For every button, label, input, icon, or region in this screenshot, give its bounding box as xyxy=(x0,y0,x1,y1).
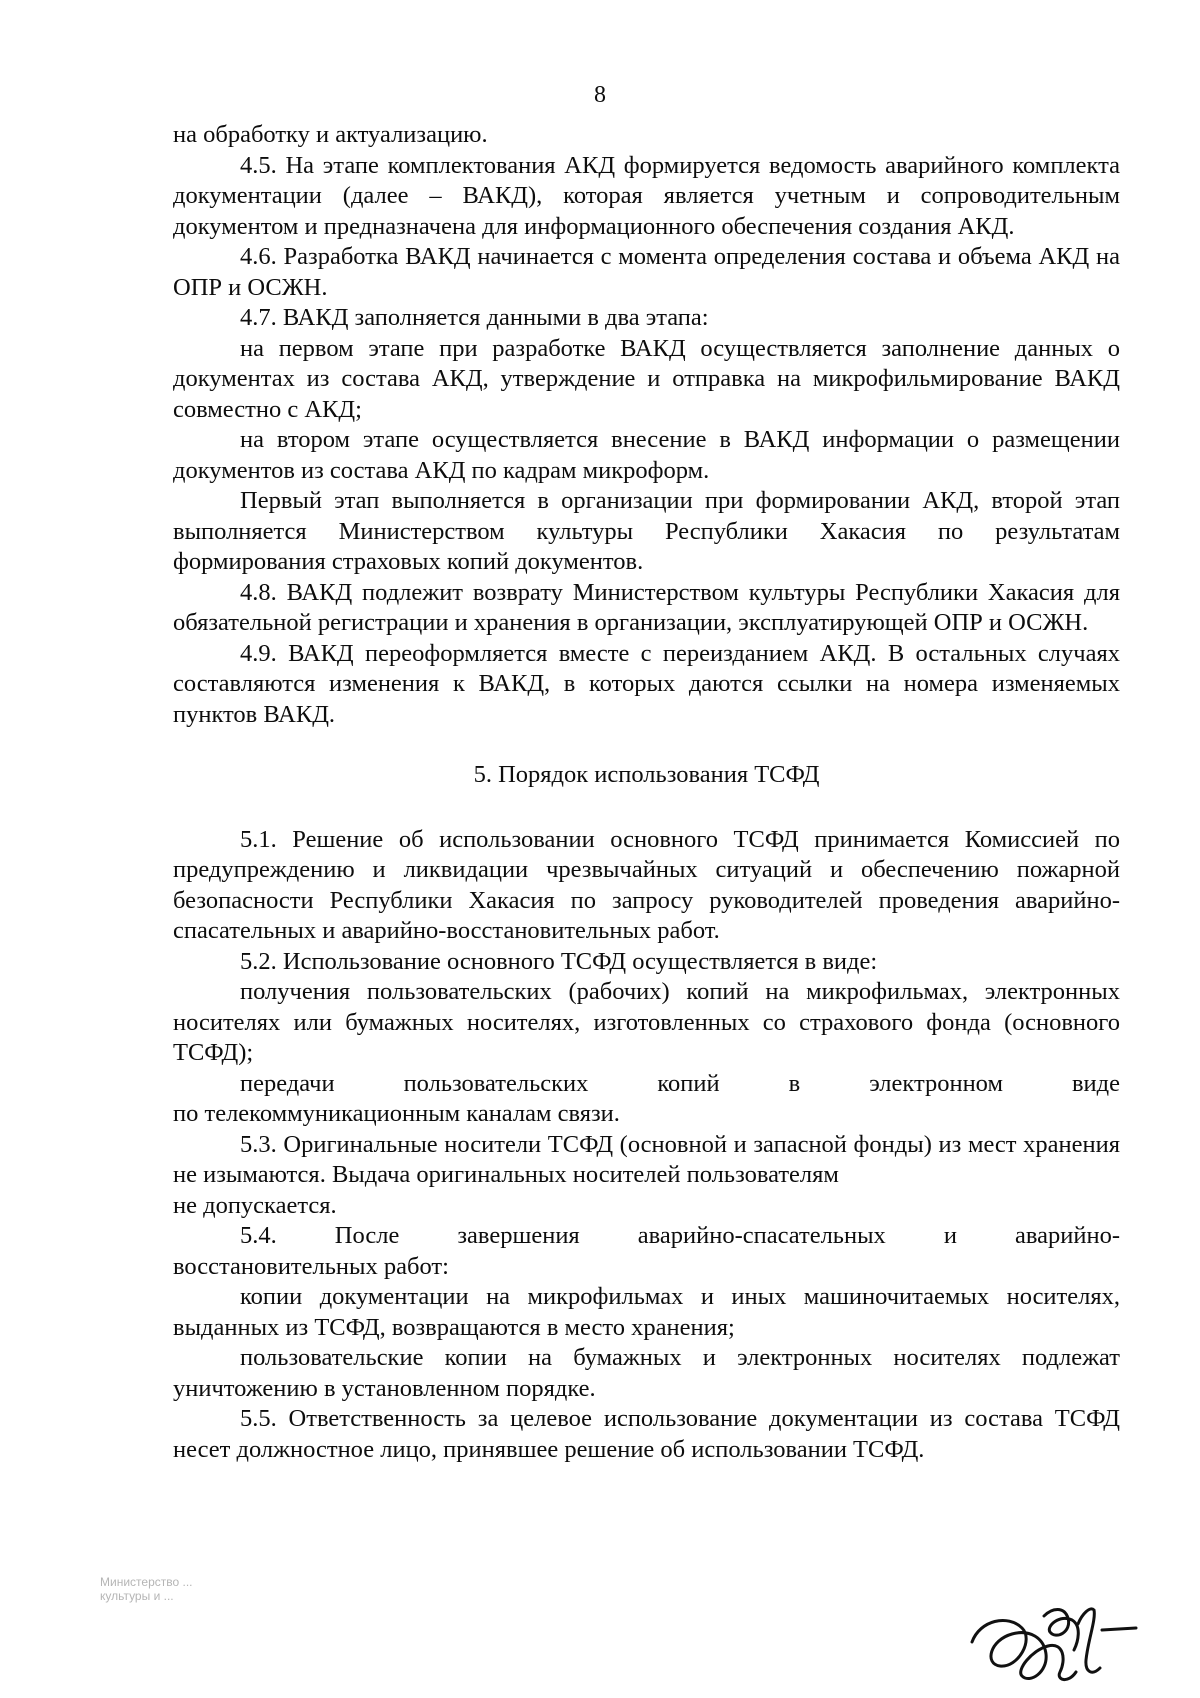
paragraph-4-6: 4.6. Разработка ВАКД начинается с момента определения состава и объема АКД на ОПР и ОСЖН. xyxy=(173,243,1120,301)
paragraph-4-9: 4.9. ВАКД переоформляется вместе с переизданием АКД. В остальных случаях составляются изменения к ВАКД, в которых даются ссылки на номера изменяемых пунктов ВАКД. xyxy=(173,639,1120,728)
stamp-line-1: Министерство ... xyxy=(100,1575,193,1589)
paragraph-4-7-stage-1: на первом этапе при разработке ВАКД осуществляется заполнение данных о документах из состава АКД, утверждение и отправка на микрофильмирование ВАКД совместно с АКД; xyxy=(173,334,1120,423)
paragraph-5-2: 5.2. Использование основного ТСФД осуществляется в виде: xyxy=(240,947,878,975)
paragraph-continuation: на обработку и актуализацию. xyxy=(173,121,488,148)
section-title: 5. Порядок использования ТСФД xyxy=(473,761,820,788)
paragraph-5-4-item-1: копии документации на микрофильмах и иных машиночитаемых носителях, выданных из ТСФД, возвращаются в место хранения; xyxy=(173,1283,1120,1341)
page-number: 8 xyxy=(594,82,606,108)
document-body xyxy=(173,120,1120,1465)
paragraph-4-5: 4.5. На этапе комплектования АКД формируется ведомость аварийного комплекта документации (далее – ВАКД), которая является учетным и сопроводительным документом и предназначена для информационного обеспечения создания АКД. xyxy=(173,151,1120,240)
paragraph-5-3-cont: не допускается. xyxy=(173,1191,337,1219)
paragraph-4-7-stage-2: на втором этапе осуществляется внесение в ВАКД информации о размещении документов из состава АКД по кадрам микроформ. xyxy=(173,426,1120,484)
handwritten-signature xyxy=(960,1580,1140,1690)
stamp-line-2: культуры и ... xyxy=(100,1589,174,1603)
paragraph-4-7: 4.7. ВАКД заполняется данными в два этапа: xyxy=(240,304,709,331)
paragraph-5-4-cont: восстановительных работ: xyxy=(173,1252,449,1280)
paragraph-5-2-item-2-cont: по телекоммуникационным каналам связи. xyxy=(173,1100,620,1127)
paragraph-5-1: 5.1. Решение об использовании основного ТСФД принимается Комиссией по предупреждению и ликвидации чрезвычайных ситуаций и обеспечению пожарной безопасности Республики Хакасия по запросу руководителей проведения аварийно-спасательных и аварийно-восстановительных работ. xyxy=(173,825,1120,944)
paragraph-5-4-item-2: пользовательские копии на бумажных и электронных носителях подлежат уничтожению в установленном порядке. xyxy=(173,1344,1120,1402)
paragraph-5-2-item-1: получения пользовательских (рабочих) копий на микрофильмах, электронных носителях или бумажных носителях, изготовленных со страхового фонда (основного ТСФД); xyxy=(173,978,1120,1066)
paragraph-4-8: 4.8. ВАКД подлежит возврату Министерством культуры Республики Хакасия для обязательной регистрации и хранения в организации, эксплуатирующей ОПР и ОСЖН. xyxy=(173,578,1120,636)
paragraph-5-2-item-2: передачи пользовательских копий в электронном виде xyxy=(240,1069,1120,1097)
paragraph-5-3: 5.3. Оригинальные носители ТСФД (основной и запасной фонды) из мест хранения не изымаются. Выдача оригинальных носителей пользователям xyxy=(173,1130,1120,1188)
paragraph-stages-executors: Первый этап выполняется в организации при формировании АКД, второй этап выполняется Министерством культуры Республики Хакасия по результатам формирования страховых копий документов. xyxy=(173,487,1120,575)
paragraph-5-5: 5.5. Ответственность за целевое использование документации из состава ТСФД несет должностное лицо, принявшее решение об использовании ТСФД. xyxy=(173,1405,1120,1463)
faded-stamp xyxy=(100,1575,300,1665)
paragraph-5-4: 5.4. После завершения аварийно-спасательных и аварийно- xyxy=(240,1222,1120,1249)
